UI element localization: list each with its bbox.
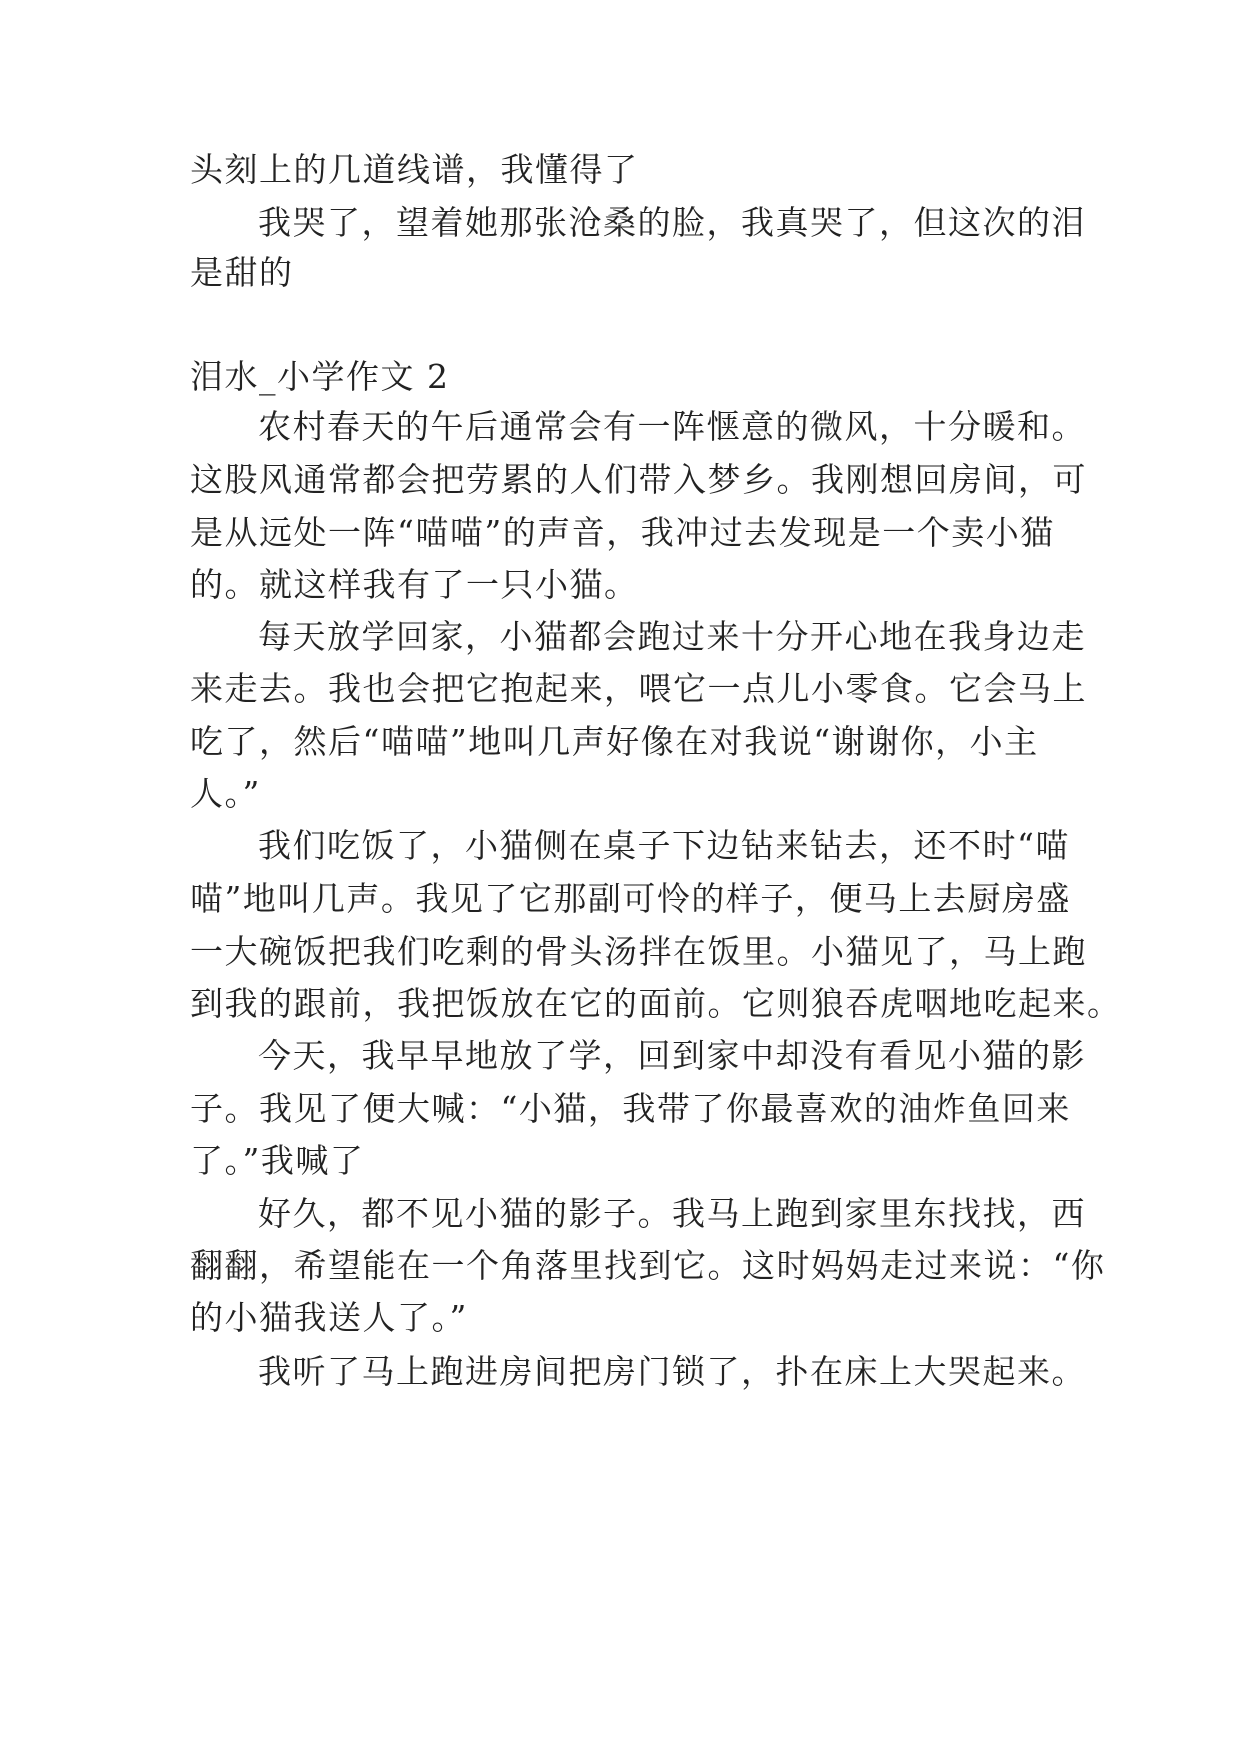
- text-line: 的小猫我送人了。”: [190, 1298, 468, 1337]
- section-heading: 泪水_小学作文 2: [190, 357, 450, 396]
- paragraph-first-line: 今天，我早早地放了学，回到家中却没有看见小猫的影: [258, 1036, 1086, 1075]
- text-line: 人。”: [190, 774, 261, 813]
- text-line: 了。”我喊了: [190, 1141, 365, 1180]
- text-line: 子。我见了便大喊：“小猫，我带了你最喜欢的油炸鱼回来: [190, 1089, 1071, 1128]
- paragraph-first-line: 好久，都不见小猫的影子。我马上跑到家里东找找，西: [258, 1194, 1086, 1233]
- text-line: 的。就这样我有了一只小猫。: [190, 565, 639, 604]
- text-line: 是从远处一阵“喵喵”的声音，我冲过去发现是一个卖小猫: [190, 513, 1055, 552]
- text-line: 是甜的: [190, 253, 294, 292]
- paragraph-first-line: 我听了马上跑进房间把房门锁了，扑在床上大哭起来。: [258, 1352, 1086, 1391]
- text-line: 这股风通常都会把劳累的人们带入梦乡。我刚想回房间，可: [190, 460, 1087, 499]
- text-line: 到我的跟前，我把饭放在它的面前。它则狼吞虎咽地吃起来。: [190, 984, 1122, 1023]
- paragraph-first-line: 农村春天的午后通常会有一阵惬意的微风，十分暖和。: [258, 407, 1086, 446]
- paragraph-first-line: 我哭了，望着她那张沧桑的脸，我真哭了，但这次的泪: [258, 203, 1086, 242]
- text-line: 喵”地叫几声。我见了它那副可怜的样子，便马上去厨房盛: [190, 879, 1071, 918]
- text-line: 来走去。我也会把它抱起来，喂它一点儿小零食。它会马上: [190, 669, 1087, 708]
- paragraph-first-line: 我们吃饭了，小猫侧在桌子下边钻来钻去，还不时“喵: [258, 826, 1070, 865]
- paragraph-first-line: 每天放学回家，小猫都会跑过来十分开心地在我身边走: [258, 617, 1086, 656]
- text-line: 头刻上的几道线谱，我懂得了: [190, 150, 639, 189]
- text-line: 翻翻，希望能在一个角落里找到它。这时妈妈走过来说：“你: [190, 1246, 1106, 1285]
- text-line: 一大碗饭把我们吃剩的骨头汤拌在饭里。小猫见了，马上跑: [190, 932, 1087, 971]
- text-line: 吃了，然后“喵喵”地叫几声好像在对我说“谢谢你，小主: [190, 722, 1039, 761]
